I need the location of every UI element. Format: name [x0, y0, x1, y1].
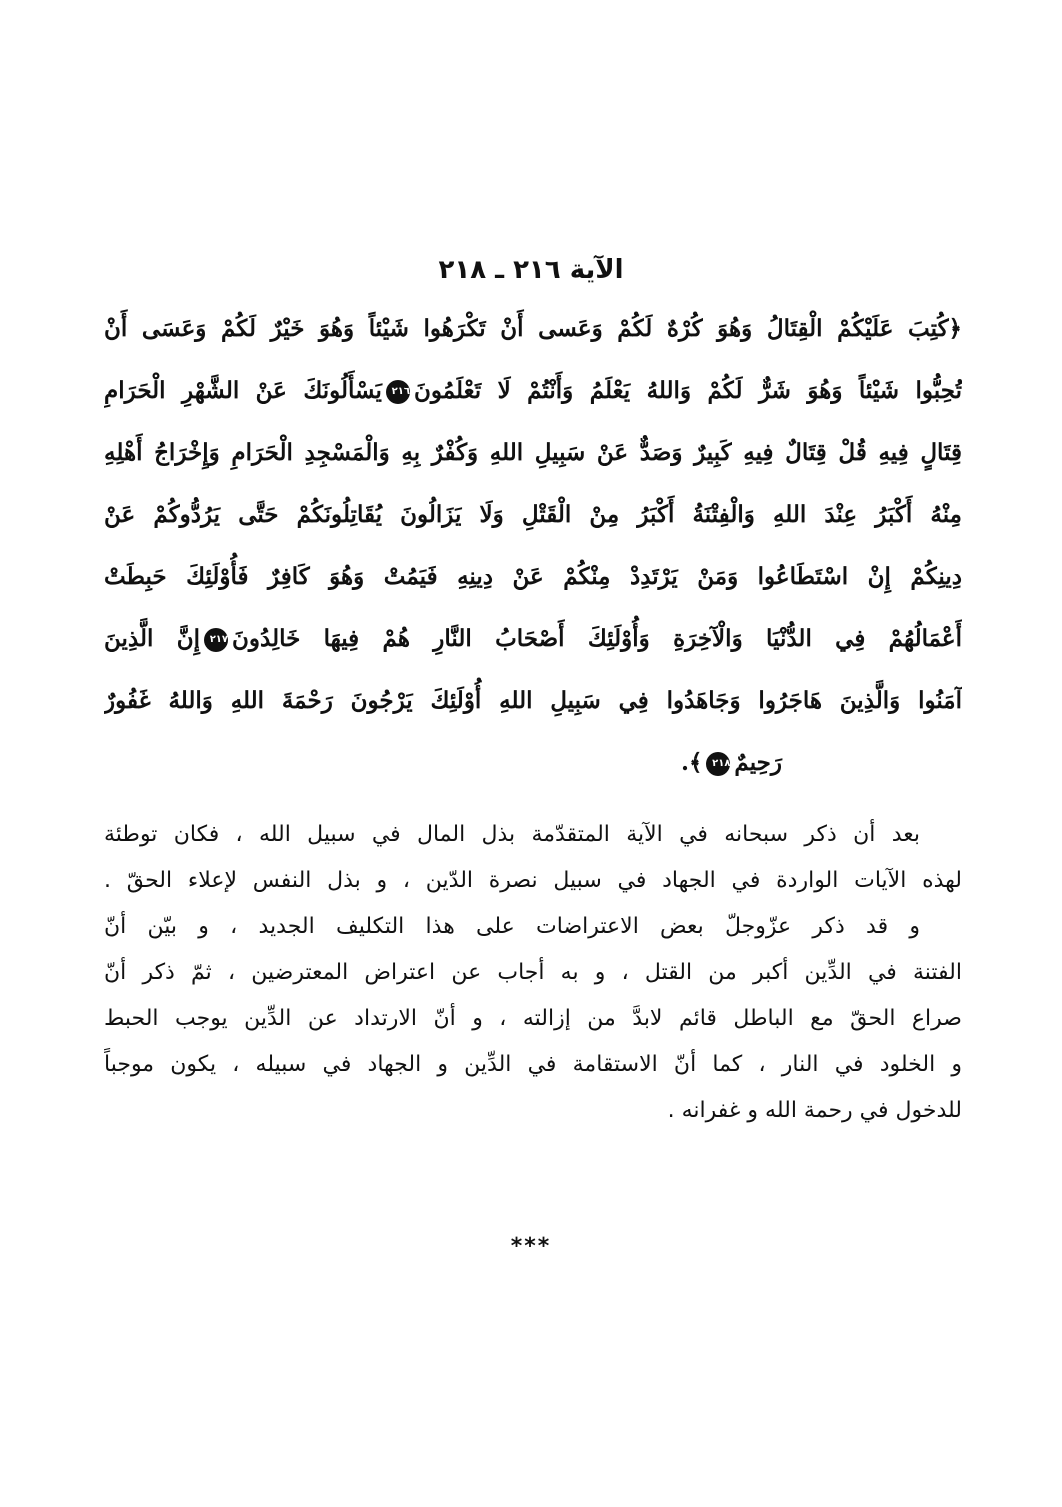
verse-line-1	[104, 298, 962, 360]
verse-number-marker: ٢١٨	[706, 752, 730, 776]
verse-line-4	[104, 484, 962, 546]
verse-block	[104, 298, 962, 794]
commentary-line: صراع الحقّ مع الباطل قائم لابدَّ من إزالته ، و أنّ الارتداد عن الدِّين يوجب الحبط	[104, 1006, 962, 1031]
verse-text: إِنَّ الَّذِينَ	[104, 625, 200, 652]
verse-text: تُحِبُّوا شَيْئاً وَهُوَ شَرٌّ لَكُمْ وَاللهُ يَعْلَمُ وَأَنْتُمْ لَا تَعْلَمُونَ	[413, 377, 962, 404]
verse-line-8	[104, 732, 962, 794]
verse-number-marker: ٢١٧	[204, 628, 228, 652]
section-heading: الآية ٢١٦ ـ ٢١٨	[438, 255, 624, 285]
section-separator: ***	[510, 1234, 552, 1259]
commentary-line: الفتنة في الدِّين أكبر من القتل ، و به أجاب عن اعتراض المعترضين ، ثمّ ذكر أنّ	[104, 960, 962, 985]
verse-text: أَعْمَالُهُمْ فِي الدُّنْيَا وَالْآخِرَةِ وَأُوْلَئِكَ أَصْحَابُ النَّارِ هُمْ فِيهَا خَالِدُونَ	[232, 625, 962, 652]
commentary-block	[104, 812, 962, 1134]
commentary-line: و الخلود في النار ، كما أنّ الاستقامة في الدِّين و الجهاد في سبيله ، يكون موجباً	[104, 1052, 962, 1077]
verse-text: مِنْهُ أَكْبَرُ عِنْدَ اللهِ وَالْفِتْنَةُ أَكْبَرُ مِنْ الْقَتْلِ وَلَا يَزَالُونَ يُقَاتِلُونَكُمْ حَتَّى يَرُدُّوكُمْ عَنْ	[104, 501, 962, 528]
commentary-line: للدخول في رحمة الله و غفرانه .	[667, 1098, 962, 1123]
commentary-line: و قد ذكر عزّوجلّ بعض الاعتراضات على هذا التكليف الجديد ، و بيّن أنّ	[104, 914, 920, 939]
verse-text: آمَنُوا وَالَّذِينَ هَاجَرُوا وَجَاهَدُوا فِي سَبِيلِ اللهِ أُوْلَئِكَ يَرْجُونَ رَحْمَةَ اللهِ وَاللهُ غَفُورٌ	[104, 687, 962, 714]
verse-line-2	[104, 360, 962, 422]
verse-line-3	[104, 422, 962, 484]
commentary-line: لهذه الآيات الواردة في الجهاد في سبيل نصرة الدّين ، و بذل النفس لإعلاء الحقّ .	[104, 868, 962, 893]
verse-text: دِينِكُمْ إِنْ اسْتَطَاعُوا وَمَنْ يَرْتَدِدْ مِنْكُمْ عَنْ دِينِهِ فَيَمُتْ وَهُوَ كَافِرٌ فَأُوْلَئِكَ حَبِطَتْ	[104, 563, 962, 590]
verse-line-5	[104, 546, 962, 608]
verse-text: يَسْأَلُونَكَ عَنْ الشَّهْرِ الْحَرَامِ	[104, 377, 382, 404]
verse-text: ﴿كُتِبَ عَلَيْكُمْ الْقِتَالُ وَهُوَ كُرْهٌ لَكُمْ وَعَسى أَنْ تَكْرَهُوا شَيْئاً وَهُوَ خَيْرٌ لَكُمْ وَعَسَى أَنْ	[104, 315, 962, 342]
verse-line-6	[104, 608, 962, 670]
verse-text: رَحِيمٌ	[734, 749, 782, 776]
verse-line-7	[104, 670, 962, 732]
commentary-line: بعد أن ذكر سبحانه في الآية المتقدّمة بذل المال في سبيل الله ، فكان توطئة	[104, 822, 920, 847]
verse-text: قِتَالٍ فِيهِ قُلْ قِتَالٌ فِيهِ كَبِيرٌ وَصَدٌّ عَنْ سَبِيلِ اللهِ وَكُفْرٌ بِهِ وَالْمَسْجِدِ الْحَرَامِ وَإِخْرَاجُ أَهْلِهِ	[104, 439, 962, 466]
verse-number-marker: ٢١٦	[386, 380, 410, 404]
verse-closing: ﴾.	[680, 749, 703, 776]
